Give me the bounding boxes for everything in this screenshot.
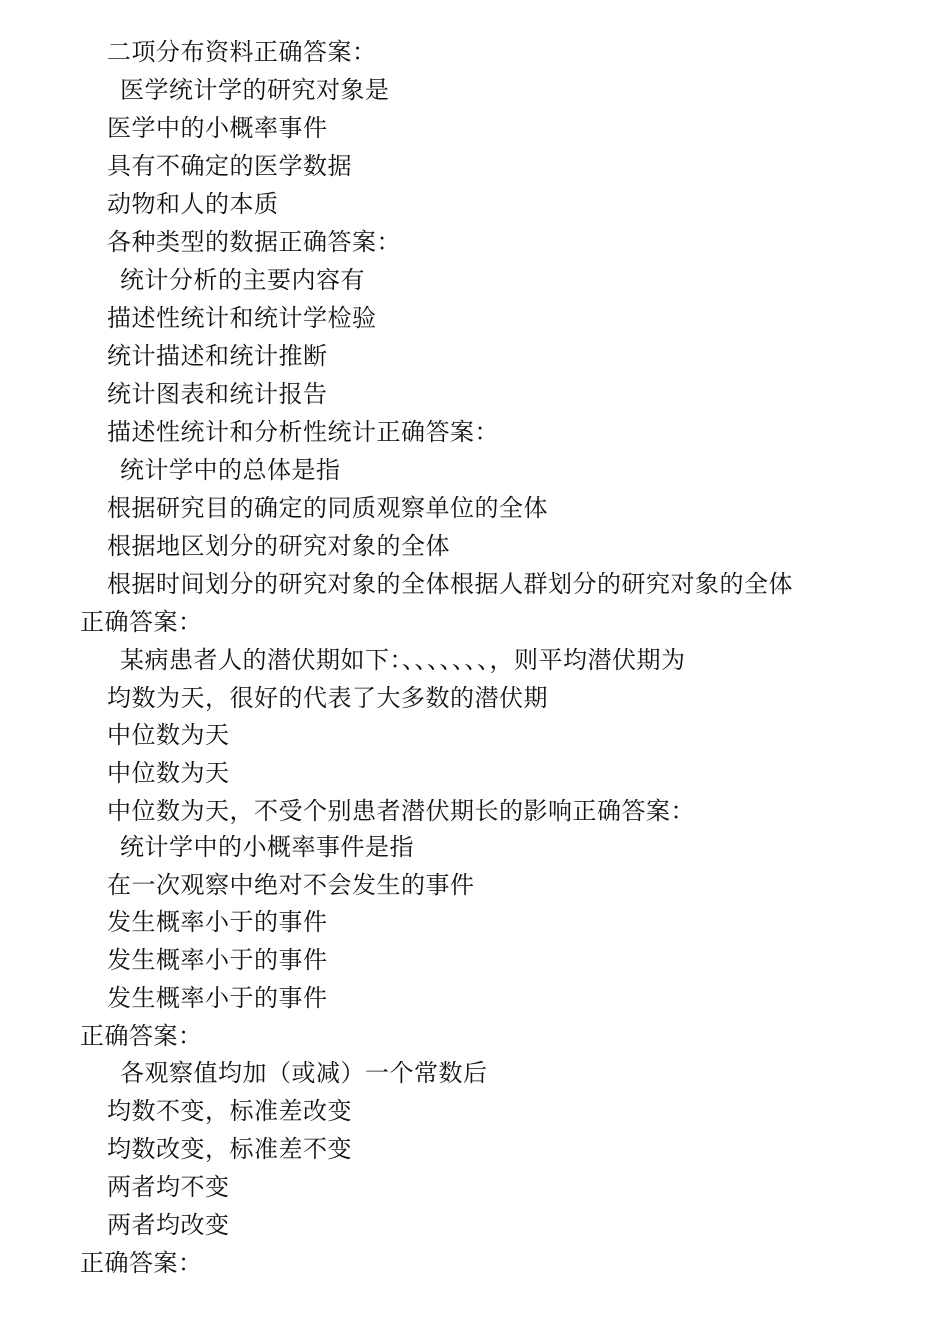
option-line: 两者均不变 [107, 1173, 230, 1201]
option-line: 根据研究目的确定的同质观察单位的全体 [107, 494, 548, 522]
option-line: 发生概率小于的事件 [107, 946, 328, 974]
option-line: 发生概率小于的事件 [107, 908, 328, 936]
question-stem: 某病患者人的潜伏期如下：、、、、、、、，则平均潜伏期为 [120, 646, 686, 674]
question-stem: 各观察值均加（或减）一个常数后 [120, 1059, 488, 1087]
question-stem: 统计分析的主要内容有 [120, 266, 365, 294]
option-line: 描述性统计和分析性统计正确答案： [107, 418, 499, 446]
option-line: 发生概率小于的事件 [107, 984, 328, 1012]
option-line: 医学中的小概率事件 [107, 114, 328, 142]
answer-label: 正确答案： [80, 1249, 203, 1277]
option-line: 具有不确定的医学数据 [107, 152, 352, 180]
option-line: 描述性统计和统计学检验 [107, 304, 377, 332]
option-line: 根据地区划分的研究对象的全体 [107, 532, 450, 560]
question-stem: 统计学中的小概率事件是指 [120, 833, 414, 861]
answer-label: 正确答案： [80, 1022, 203, 1050]
option-line: 两者均改变 [107, 1211, 230, 1239]
text-line: 二项分布资料正确答案： [107, 38, 377, 66]
option-line: 均数不变，标准差改变 [107, 1097, 352, 1125]
option-line: 在一次观察中绝对不会发生的事件 [107, 871, 475, 899]
question-stem: 统计学中的总体是指 [120, 456, 341, 484]
option-line: 根据时间划分的研究对象的全体根据人群划分的研究对象的全体 [107, 570, 793, 598]
option-line: 均数改变，标准差不变 [107, 1135, 352, 1163]
option-line: 统计图表和统计报告 [107, 380, 328, 408]
option-line: 中位数为天 [107, 721, 230, 749]
answer-label: 正确答案： [80, 608, 203, 636]
option-line: 均数为天，很好的代表了大多数的潜伏期 [107, 684, 548, 712]
option-line: 动物和人的本质 [107, 190, 279, 218]
option-line: 统计描述和统计推断 [107, 342, 328, 370]
question-stem: 医学统计学的研究对象是 [120, 76, 390, 104]
option-line: 中位数为天 [107, 759, 230, 787]
option-line: 各种类型的数据正确答案： [107, 228, 401, 256]
option-line: 中位数为天，不受个别患者潜伏期长的影响正确答案： [107, 797, 695, 825]
